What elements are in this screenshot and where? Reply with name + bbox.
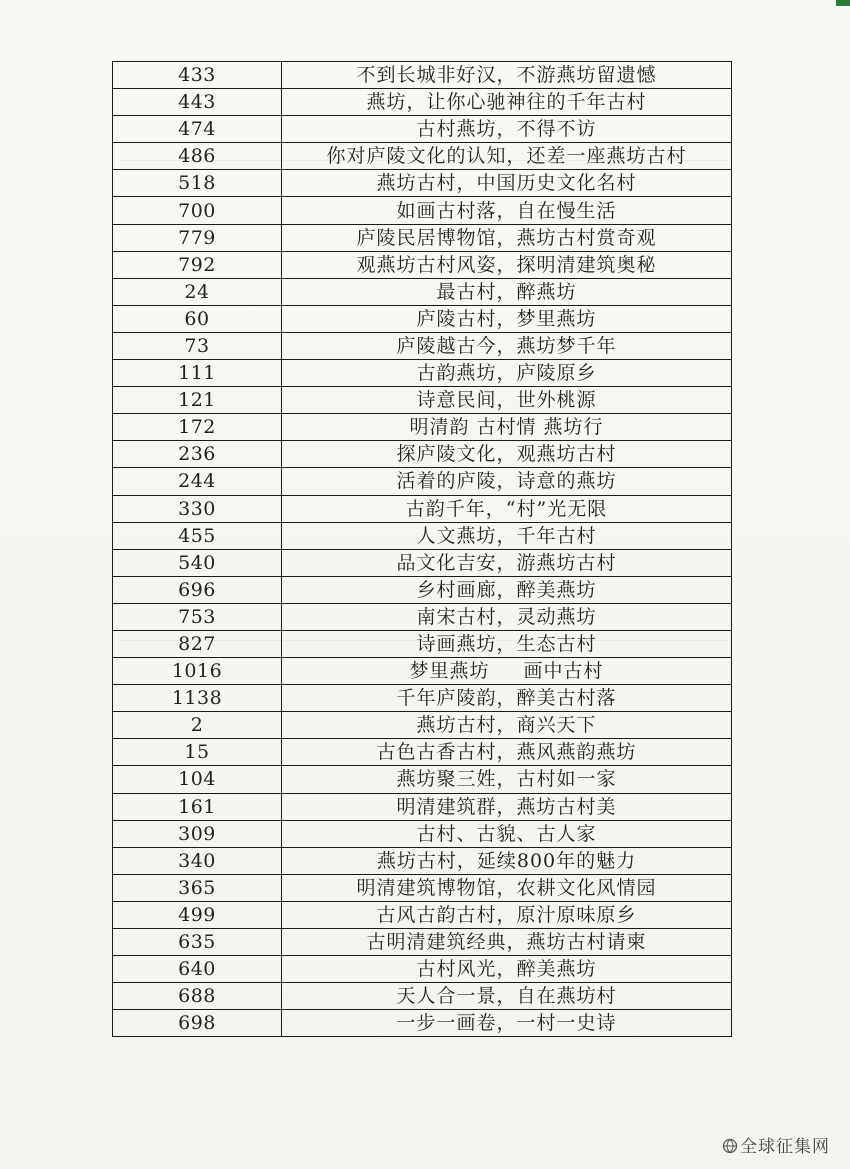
entry-number: 73 [113, 332, 282, 359]
entry-slogan: 一步一画卷，一村一史诗 [282, 1010, 732, 1037]
entry-slogan: 活着的庐陵，诗意的燕坊 [282, 468, 732, 495]
entry-number: 540 [113, 549, 282, 576]
entry-slogan: 古风古韵古村，原汁原味原乡 [282, 901, 732, 928]
watermark-text: 全球征集网 [740, 1137, 830, 1157]
entry-number: 779 [113, 224, 282, 251]
entry-number: 1138 [113, 685, 282, 712]
table-row [113, 983, 732, 1010]
entry-slogan: 你对庐陵文化的认知，还差一座燕坊古村 [282, 143, 732, 170]
watermark [722, 1132, 830, 1157]
entry-slogan: 庐陵民居博物馆，燕坊古村赏奇观 [282, 224, 732, 251]
entry-slogan: 明清建筑博物馆，农耕文化风情园 [282, 874, 732, 901]
entry-number: 486 [113, 143, 282, 170]
table-row [113, 360, 732, 387]
entry-slogan: 古村风光，醉美燕坊 [282, 956, 732, 983]
entry-number: 698 [113, 1010, 282, 1037]
entry-number: 474 [113, 116, 282, 143]
entry-slogan: 最古村，醉燕坊 [282, 278, 732, 305]
table-row [113, 387, 732, 414]
table-row [113, 793, 732, 820]
entry-slogan: 诗意民间，世外桃源 [282, 387, 732, 414]
entry-number: 455 [113, 522, 282, 549]
table-row [113, 739, 732, 766]
entry-slogan: 人文燕坊，千年古村 [282, 522, 732, 549]
table-row [113, 170, 732, 197]
entry-number: 433 [113, 62, 282, 89]
entry-number: 236 [113, 441, 282, 468]
entry-number: 60 [113, 305, 282, 332]
entry-slogan: 千年庐陵韵，醉美古村落 [282, 685, 732, 712]
entry-number: 330 [113, 495, 282, 522]
entry-slogan: 诗画燕坊，生态古村 [282, 630, 732, 657]
entry-slogan: 庐陵古村，梦里燕坊 [282, 305, 732, 332]
entry-slogan: 观燕坊古村风姿，探明清建筑奥秘 [282, 251, 732, 278]
entry-slogan: 燕坊，让你心驰神往的千年古村 [282, 89, 732, 116]
entry-number: 499 [113, 901, 282, 928]
entry-number: 696 [113, 576, 282, 603]
table-row [113, 901, 732, 928]
slogan-table [112, 61, 732, 1037]
entry-number: 340 [113, 847, 282, 874]
entry-slogan: 燕坊古村，商兴天下 [282, 712, 732, 739]
entry-number: 121 [113, 387, 282, 414]
entry-slogan: 明清建筑群，燕坊古村美 [282, 793, 732, 820]
entry-number: 792 [113, 251, 282, 278]
entry-slogan: 庐陵越古今，燕坊梦千年 [282, 332, 732, 359]
entry-number: 753 [113, 603, 282, 630]
table-row [113, 549, 732, 576]
entry-number: 688 [113, 983, 282, 1010]
entry-number: 309 [113, 820, 282, 847]
table-row [113, 62, 732, 89]
table-row [113, 305, 732, 332]
entry-number: 172 [113, 414, 282, 441]
table-row [113, 414, 732, 441]
table-row [113, 820, 732, 847]
entry-number: 1016 [113, 658, 282, 685]
entry-number: 518 [113, 170, 282, 197]
entry-number: 244 [113, 468, 282, 495]
entry-number: 640 [113, 956, 282, 983]
entry-number: 443 [113, 89, 282, 116]
entry-slogan: 天人合一景，自在燕坊村 [282, 983, 732, 1010]
table-row [113, 116, 732, 143]
entry-slogan: 梦里燕坊 画中古村 [282, 658, 732, 685]
table-row [113, 197, 732, 224]
entry-number: 365 [113, 874, 282, 901]
table-row [113, 1010, 732, 1037]
entry-slogan: 燕坊古村，延续800年的魅力 [282, 847, 732, 874]
entry-slogan: 品文化吉安，游燕坊古村 [282, 549, 732, 576]
entry-slogan: 燕坊聚三姓，古村如一家 [282, 766, 732, 793]
entry-slogan: 古村燕坊，不得不访 [282, 116, 732, 143]
entry-slogan: 古韵燕坊，庐陵原乡 [282, 360, 732, 387]
table-row [113, 332, 732, 359]
table-row [113, 89, 732, 116]
table-row [113, 603, 732, 630]
entry-slogan: 明清韵 古村情 燕坊行 [282, 414, 732, 441]
entry-number: 827 [113, 630, 282, 657]
table-row [113, 929, 732, 956]
table-row [113, 658, 732, 685]
entry-number: 24 [113, 278, 282, 305]
entry-slogan: 探庐陵文化，观燕坊古村 [282, 441, 732, 468]
entry-number: 700 [113, 197, 282, 224]
entry-slogan: 燕坊古村，中国历史文化名村 [282, 170, 732, 197]
entry-slogan: 乡村画廊，醉美燕坊 [282, 576, 732, 603]
table-row [113, 712, 732, 739]
globe-icon [722, 1138, 738, 1154]
entry-number: 161 [113, 793, 282, 820]
table-row [113, 522, 732, 549]
entry-number: 104 [113, 766, 282, 793]
entry-number: 15 [113, 739, 282, 766]
table-row [113, 251, 732, 278]
table-row [113, 685, 732, 712]
table-row [113, 143, 732, 170]
entry-number: 2 [113, 712, 282, 739]
table-row [113, 468, 732, 495]
entry-slogan: 如画古村落，自在慢生活 [282, 197, 732, 224]
entry-slogan: 古明清建筑经典，燕坊古村请柬 [282, 929, 732, 956]
table-row [113, 224, 732, 251]
entry-slogan: 古韵千年，“村”光无限 [282, 495, 732, 522]
table-row [113, 630, 732, 657]
table-row [113, 847, 732, 874]
table-row [113, 874, 732, 901]
table-row [113, 956, 732, 983]
table-row [113, 576, 732, 603]
entry-slogan: 古色古香古村，燕风燕韵燕坊 [282, 739, 732, 766]
slogan-table-body [113, 62, 732, 1037]
table-row [113, 278, 732, 305]
entry-slogan: 不到长城非好汉，不游燕坊留遗憾 [282, 62, 732, 89]
table-row [113, 441, 732, 468]
table-row [113, 495, 732, 522]
entry-number: 111 [113, 360, 282, 387]
entry-slogan: 古村、古貌、古人家 [282, 820, 732, 847]
entry-slogan: 南宋古村，灵动燕坊 [282, 603, 732, 630]
corner-mark [836, 0, 850, 6]
entry-number: 635 [113, 929, 282, 956]
table-row [113, 766, 732, 793]
